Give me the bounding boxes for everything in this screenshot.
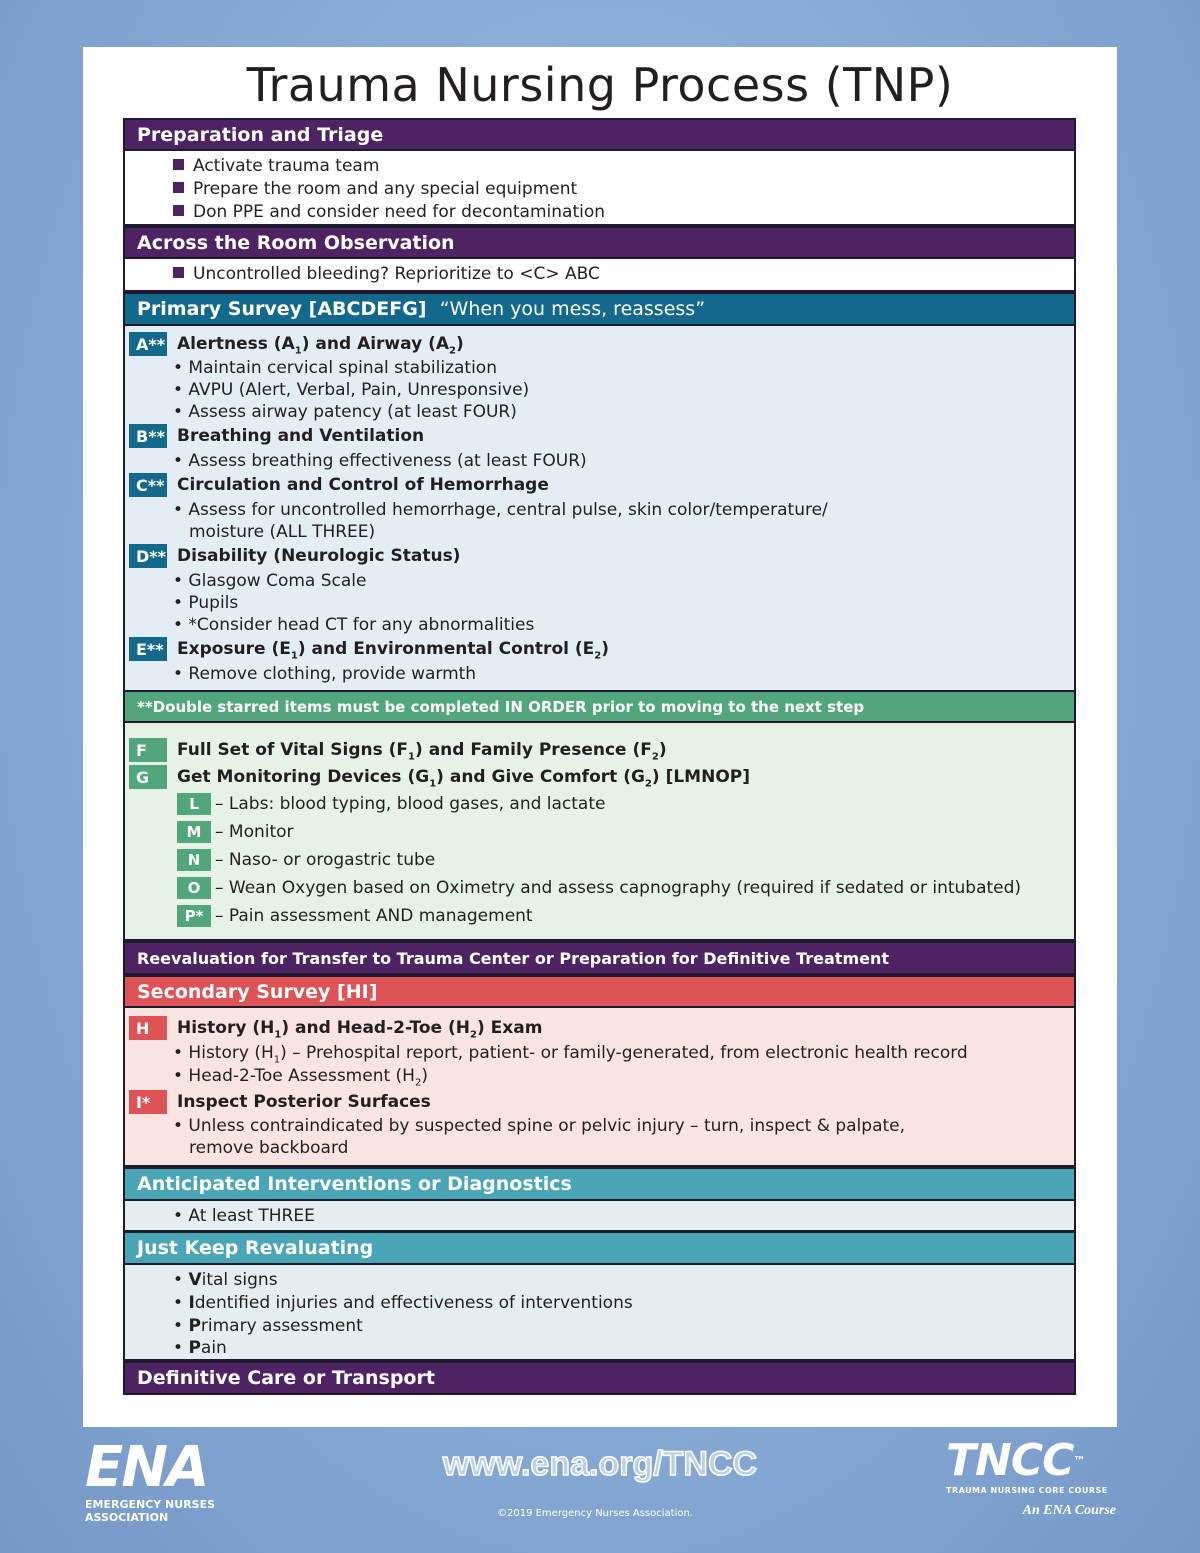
section-anticipated — [123, 1167, 1076, 1232]
list-item: • History $(H_1)$ – Prehospital report, patient- or family-generated, from electronic health record — [173, 1043, 968, 1066]
section-primary-survey — [123, 292, 1076, 692]
section-reevaluation: Reevaluation for Transfer to Trauma Center or Preparation for Definitive Treatment — [123, 941, 1076, 975]
tag-n: N — [177, 849, 211, 871]
square-bullet-icon — [173, 205, 184, 216]
lmnop-item: – Monitor — [215, 822, 294, 842]
section-secondary-survey — [123, 975, 1076, 1167]
tag-o: O — [177, 877, 211, 899]
heading-history-head-to-toe: History $(H_1)$ and Head-2-Toe $(H_2)$ Exam — [177, 1018, 543, 1041]
section-header: Primary Survey [ABCDEFG] “When you mess, reassess” — [123, 292, 1076, 326]
heading-full-set-vitals: Full Set of Vital Signs $(F_1)$ and Family Presence $(F_2)$ — [177, 740, 667, 763]
copyright: ©2019 Emergency Nurses Association. — [496, 1508, 693, 1519]
lmnop-item: – Labs: blood typing, blood gases, and lactate — [215, 794, 606, 814]
list-item: moisture (ALL THREE) — [189, 522, 376, 542]
footer — [0, 1430, 1200, 1553]
tag-a: A** — [129, 332, 167, 356]
list-item: • Unless contraindicated by suspected spine or pelvic injury – turn, inspect & palpate, — [173, 1116, 906, 1136]
tag-l: L — [177, 793, 211, 815]
tncc-logo: TNCC™ TRAUMA NURSING CORE COURSE An ENA Course — [946, 1435, 1116, 1518]
section-header: Anticipated Interventions or Diagnostics — [123, 1167, 1076, 1201]
list-item: • Primary assessment — [173, 1316, 363, 1336]
lmnop-item: – Naso- or orogastric tube — [215, 850, 436, 870]
section-preparation — [123, 118, 1076, 226]
square-bullet-icon — [173, 267, 184, 278]
tag-m: M — [177, 821, 211, 843]
section-header: Preparation and Triage — [123, 118, 1076, 151]
lmnop-item: – Pain assessment AND management — [215, 906, 533, 926]
ena-logo: ENA EMERGENCY NURSES ASSOCIATION — [85, 1435, 216, 1524]
list-item: Uncontrolled bleeding? Reprioritize to <C> ABC — [173, 264, 600, 284]
section-header: Secondary Survey [HI] — [123, 975, 1076, 1008]
heading-alertness-airway: Alertness $(A_1)$ and Airway $(A_2)$ — [177, 334, 464, 357]
section-definitive-care — [123, 1361, 1076, 1395]
tag-h: H — [129, 1016, 167, 1040]
tag-g: G — [129, 765, 167, 789]
heading-inspect-posterior: Inspect Posterior Surfaces — [177, 1092, 431, 1112]
heading-disability: Disability (Neurologic Status) — [177, 546, 461, 566]
list-item: • Head-2-Toe Assessment $(H_2)$ — [173, 1066, 428, 1089]
lmnop-item: – Wean Oxygen based on Oximetry and assess capnography (required if sedated or intubated) — [215, 878, 1022, 898]
section-just-keep-revaluating — [123, 1231, 1076, 1361]
website-link[interactable]: www.ena.org/TNCC — [442, 1445, 758, 1483]
tag-f: F — [129, 738, 167, 762]
square-bullet-icon — [173, 159, 184, 170]
tag-b: B** — [129, 424, 167, 448]
tag-p: P* — [177, 905, 211, 927]
heading-breathing: Breathing and Ventilation — [177, 426, 425, 446]
list-item: • Assess airway patency (at least FOUR) — [173, 402, 517, 422]
list-item: • Pain — [173, 1338, 227, 1358]
list-item: • Pupils — [173, 593, 239, 613]
heading-exposure: Exposure $(E_1)$ and Environmental Control $(E_2)$ — [177, 639, 609, 662]
list-item: remove backboard — [189, 1138, 349, 1158]
list-item: • Glasgow Coma Scale — [173, 571, 367, 591]
list-item: • Remove clothing, provide warmth — [173, 664, 477, 684]
list-item: Don PPE and consider need for decontamination — [173, 202, 605, 222]
section-header: Definitive Care or Transport — [123, 1361, 1076, 1395]
tag-d: D** — [129, 544, 167, 568]
section-header: Across the Room Observation — [123, 226, 1076, 259]
square-bullet-icon — [173, 182, 184, 193]
list-item: • AVPU (Alert, Verbal, Pain, Unresponsive) — [173, 380, 530, 400]
section-header: Just Keep Revaluating — [123, 1231, 1076, 1265]
tag-e: E** — [129, 637, 167, 661]
list-item: • Vital signs — [173, 1270, 278, 1290]
list-item: • Assess breathing effectiveness (at least FOUR) — [173, 451, 587, 471]
double-star-note: **Double starred items must be completed IN ORDER prior to moving to the next step — [123, 690, 1076, 723]
tag-c: C** — [129, 473, 167, 497]
document-title: Trauma Nursing Process (TNP) — [246, 58, 954, 112]
list-item: • *Consider head CT for any abnormalities — [173, 615, 535, 635]
list-item: • Maintain cervical spinal stabilization — [173, 358, 497, 378]
tag-i: I* — [129, 1090, 167, 1114]
heading-monitoring-devices: Get Monitoring Devices $(G_1)$ and Give Comfort $(G_2)$ [LMNOP] — [177, 767, 751, 790]
section-fg — [123, 723, 1076, 941]
section-across-room — [123, 226, 1076, 292]
list-item: • Identified injuries and effectiveness of interventions — [173, 1293, 633, 1313]
list-item: • Assess for uncontrolled hemorrhage, central pulse, skin color/temperature/ — [173, 500, 828, 520]
list-item: Prepare the room and any special equipment — [173, 179, 577, 199]
heading-circulation: Circulation and Control of Hemorrhage — [177, 475, 549, 495]
list-item: Activate trauma team — [173, 156, 379, 176]
list-item: • At least THREE — [173, 1206, 315, 1226]
